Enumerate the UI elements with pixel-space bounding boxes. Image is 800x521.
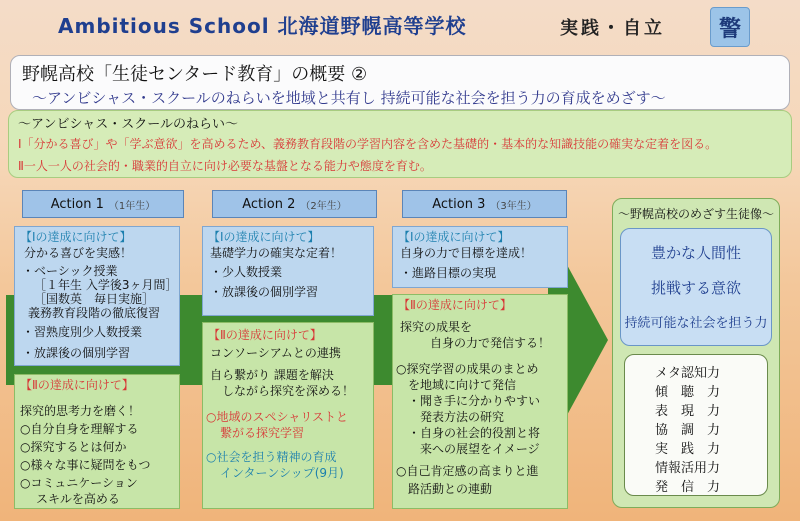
action-1-goal-2-lead: 探究的思考力を磨く！ [20,404,141,418]
action-2-goal-2-lead: コンソーシアムとの連携 [210,346,341,360]
action-3-goal-2-heading: 【Ⅱの達成に向けて】 [398,298,512,312]
ability-item: メタ認知力 [655,366,721,381]
action-2-text-2: しながら探究を深める！ [222,384,355,398]
ideal-item: 挑戦する意欲 [650,279,741,297]
list-item: ○様々な事に疑問をもつ [20,458,151,472]
action-3-goal-1-lead: 自身の力で目標を達成！ [400,246,533,260]
action-2-red-2: 繋がる探究学習 [220,426,305,440]
action-2-label: Action 2 （2年生） [212,190,377,218]
list-item: ・聞き手に分かりやすい [408,394,541,408]
ability-item: 情報活用力 [655,461,721,476]
list-item: ・習熟度別少人数授業 [22,325,143,339]
ideal-item: 豊かな人間性 [650,244,741,262]
list-item: を地域に向けて発信 [408,378,517,392]
page-subtitle: ～アンビシャス・スクールのねらいを地域と共有し 持続可能な社会を担う力の育成をめざす～ [32,89,666,107]
ability-item: 傾 聴 力 [655,385,721,400]
ideal-item: 持続可能な社会を担う力 [624,316,768,331]
list-item: ・自身の社会的役割と将 [408,426,541,440]
list-item: 路活動との連動 [408,482,493,496]
list-item: ・進路目標の実現 [400,266,497,280]
list-item: ・ベーシック授業 [22,264,118,278]
action-2-goal-2-heading: 【Ⅱの達成に向けて】 [208,328,322,342]
list-item: ・少人数授業 [210,265,283,279]
school-logo-icon: 警 [710,7,750,47]
list-item: ○探究学習の成果のまとめ [396,362,539,376]
action-3-goal-2-lead-2: 自身の力で発信する！ [430,336,551,350]
list-item: 発表方法の研究 [420,410,505,424]
list-item: 来への展望をイメージ [420,442,540,456]
ability-item: 発 信 力 [655,480,721,495]
action-2-cyan-1: ○社会を担う精神の育成 [206,450,337,464]
action-2-cyan-2: インターンシップ(9月) [220,466,344,480]
aim-line-2: Ⅱ一人一人の社会的・職業的自立に向け必要な基盤となる能力や態度を育む。 [18,159,432,173]
list-item: ［１年生 入学後3ヶ月間］ [34,278,178,292]
ideal-heading: ～野幌高校のめざす生徒像～ [618,207,775,221]
action-2-red-1: ○地域のスペシャリストと [206,410,348,424]
school-motto: 実践・自立 [560,18,665,39]
action-1-goal-1-heading: 【Ⅰの達成に向けて】 [20,230,132,244]
list-item: ・放課後の個別学習 [210,285,319,299]
action-1-goal-1-lead: 分かる喜びを実感！ [24,246,133,260]
ability-item: 実 践 力 [655,442,721,457]
action-2-goal-1-lead: 基礎学力の確実な定着！ [210,246,343,260]
aim-heading: ～アンビシャス・スクールのねらい～ [18,117,238,132]
action-3-label: Action 3 （3年生） [402,190,567,218]
list-item: ○コミュニケーション [20,476,138,490]
action-1-label: Action 1 （1年生） [22,190,184,218]
action-2-goal-1-heading: 【Ⅰの達成に向けて】 [208,230,320,244]
action-3-goal-1-heading: 【Ⅰの達成に向けて】 [398,230,510,244]
ability-item: 協 調 力 [655,423,721,438]
aim-line-1: Ⅰ「分かる喜び」や「学ぶ意欲」を高めるため、義務教育段階の学習内容を含めた基礎的・基本的な知識技能の確実な定着を図る。 [18,137,718,151]
list-item: ○探究するとは何か [20,440,127,454]
list-item: ○自分自身を理解する [20,422,139,436]
action-1-goal-2-heading: 【Ⅱの達成に向けて】 [20,378,134,392]
page-title: 野幌高校「生徒センタード教育」の概要 ② [22,64,368,85]
action-2-text-1: 自ら繋がり 課題を解決 [210,368,334,382]
list-item: ・放課後の個別学習 [22,346,131,360]
action-3-goal-2-lead-1: 探究の成果を [400,320,473,334]
school-name: Ambitious School 北海道野幌高等学校 [58,14,467,38]
list-item: スキルを高める [36,492,120,506]
ability-item: 表 現 力 [655,404,721,419]
list-item: ［国数英 毎日実施］ [34,292,155,306]
list-item: ○自己肯定感の高まりと進 [396,464,539,478]
list-item: 義務教育段階の徹底復習 [28,306,161,320]
